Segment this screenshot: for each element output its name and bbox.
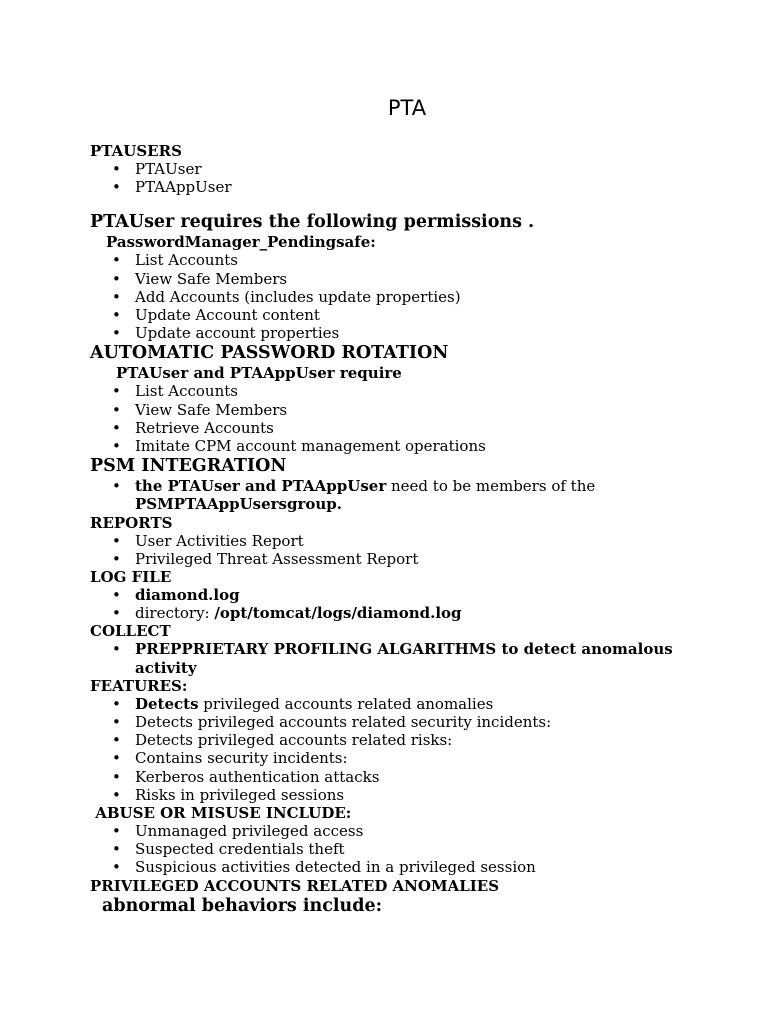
bullet-icon: • xyxy=(112,531,121,550)
bullet-icon: • xyxy=(112,840,121,859)
bullet-icon: • xyxy=(112,269,121,288)
anomalies-heading: PRIVILEGED ACCOUNTS RELATED ANOMALIES xyxy=(90,876,500,895)
reports-list xyxy=(90,532,730,568)
collect-heading: COLLECT xyxy=(90,622,171,641)
bullet-icon: • xyxy=(112,694,121,713)
list-item: • Privileged Threat Assessment Report xyxy=(112,549,419,568)
list-item: • Add Accounts (includes update properties) xyxy=(112,287,461,306)
list-item: • Unmanaged privileged access xyxy=(112,822,364,841)
document-body xyxy=(90,142,730,917)
bullet-icon: • xyxy=(112,382,121,401)
features-list xyxy=(90,695,730,804)
abuse-heading: ABUSE OR MISUSE INCLUDE: xyxy=(90,804,352,823)
rotation-subheading: PTAUser and PTAAppUser require xyxy=(116,364,402,383)
bullet-icon: • xyxy=(112,400,121,419)
bullet-icon: • xyxy=(112,549,121,568)
features-heading: FEATURES: xyxy=(90,676,188,695)
list-item: • Contains security incidents: xyxy=(112,749,348,768)
anomalies-subheading: abnormal behaviors include: xyxy=(102,895,383,916)
ptausers-list xyxy=(90,160,730,196)
list-item: • diamond.log xyxy=(112,586,240,605)
bullet-icon: • xyxy=(112,477,121,496)
list-item: • PTAAppUser xyxy=(112,178,232,197)
list-item: • Update Account content xyxy=(112,306,320,325)
bullet-icon: • xyxy=(112,858,121,877)
bullet-icon: • xyxy=(112,713,121,732)
bullet-icon: • xyxy=(112,160,121,178)
list-item: • Risks in privileged sessions xyxy=(112,785,345,804)
list-item: • User Activities Report xyxy=(112,531,304,550)
permissions-heading: PTAUser requires the following permissions . xyxy=(90,212,535,233)
list-item: • Retrieve Accounts xyxy=(112,418,274,437)
bullet-icon: • xyxy=(112,324,121,343)
permissions-list xyxy=(90,251,730,342)
list-item: • Detects privileged accounts related anomalies xyxy=(112,694,494,713)
list-item: • PREPPRIETARY PROFILING ALGARITHMS to detect anomalous activity xyxy=(112,640,673,677)
bullet-icon: • xyxy=(112,306,121,325)
page-title: PTA xyxy=(387,96,427,120)
bullet-icon: • xyxy=(112,251,121,270)
list-item: • Imitate CPM account management operations xyxy=(112,437,486,456)
bullet-icon: • xyxy=(112,287,121,306)
list-item: • Suspected credentials theft xyxy=(112,840,345,859)
list-item: • the PTAUser and PTAAppUser need to be members of the PSMPTAAppUsersgroup. xyxy=(112,477,596,514)
list-item: • Suspicious activities detected in a privileged session xyxy=(112,858,536,877)
list-item: • List Accounts xyxy=(112,382,238,401)
ptausers-heading: PTAUSERS xyxy=(90,142,182,160)
bullet-icon: • xyxy=(112,418,121,437)
bullet-icon: • xyxy=(112,767,121,786)
abuse-list xyxy=(90,822,730,877)
list-item: • Detects privileged accounts related security incidents: xyxy=(112,713,552,732)
list-item: • List Accounts xyxy=(112,251,238,270)
psm-heading: PSM INTEGRATION xyxy=(90,456,287,477)
bullet-icon: • xyxy=(112,640,121,659)
bullet-icon: • xyxy=(112,604,121,623)
bullet-icon: • xyxy=(112,437,121,456)
permissions-subheading: PasswordManager_Pendingsafe: xyxy=(106,233,376,252)
bullet-icon: • xyxy=(112,749,121,768)
bullet-icon: • xyxy=(112,785,121,804)
rotation-list xyxy=(90,382,730,455)
list-item: • Update account properties xyxy=(112,324,340,343)
list-item: • Kerberos authentication attacks xyxy=(112,767,380,786)
list-item: • PTAUser xyxy=(112,160,202,178)
collect-list xyxy=(90,640,730,676)
list-item: • View Safe Members xyxy=(112,400,288,419)
rotation-heading: AUTOMATIC PASSWORD ROTATION xyxy=(90,343,449,364)
psm-list xyxy=(90,477,730,513)
logfile-list xyxy=(90,586,730,622)
reports-heading: REPORTS xyxy=(90,513,173,532)
logfile-heading: LOG FILE xyxy=(90,568,172,587)
bullet-icon: • xyxy=(112,822,121,841)
list-item: • directory: /opt/tomcat/logs/diamond.log xyxy=(112,604,462,623)
bullet-icon: • xyxy=(112,731,121,750)
bullet-icon: • xyxy=(112,178,121,197)
list-item: • Detects privileged accounts related risks: xyxy=(112,731,453,750)
bullet-icon: • xyxy=(112,586,121,605)
list-item: • View Safe Members xyxy=(112,269,288,288)
